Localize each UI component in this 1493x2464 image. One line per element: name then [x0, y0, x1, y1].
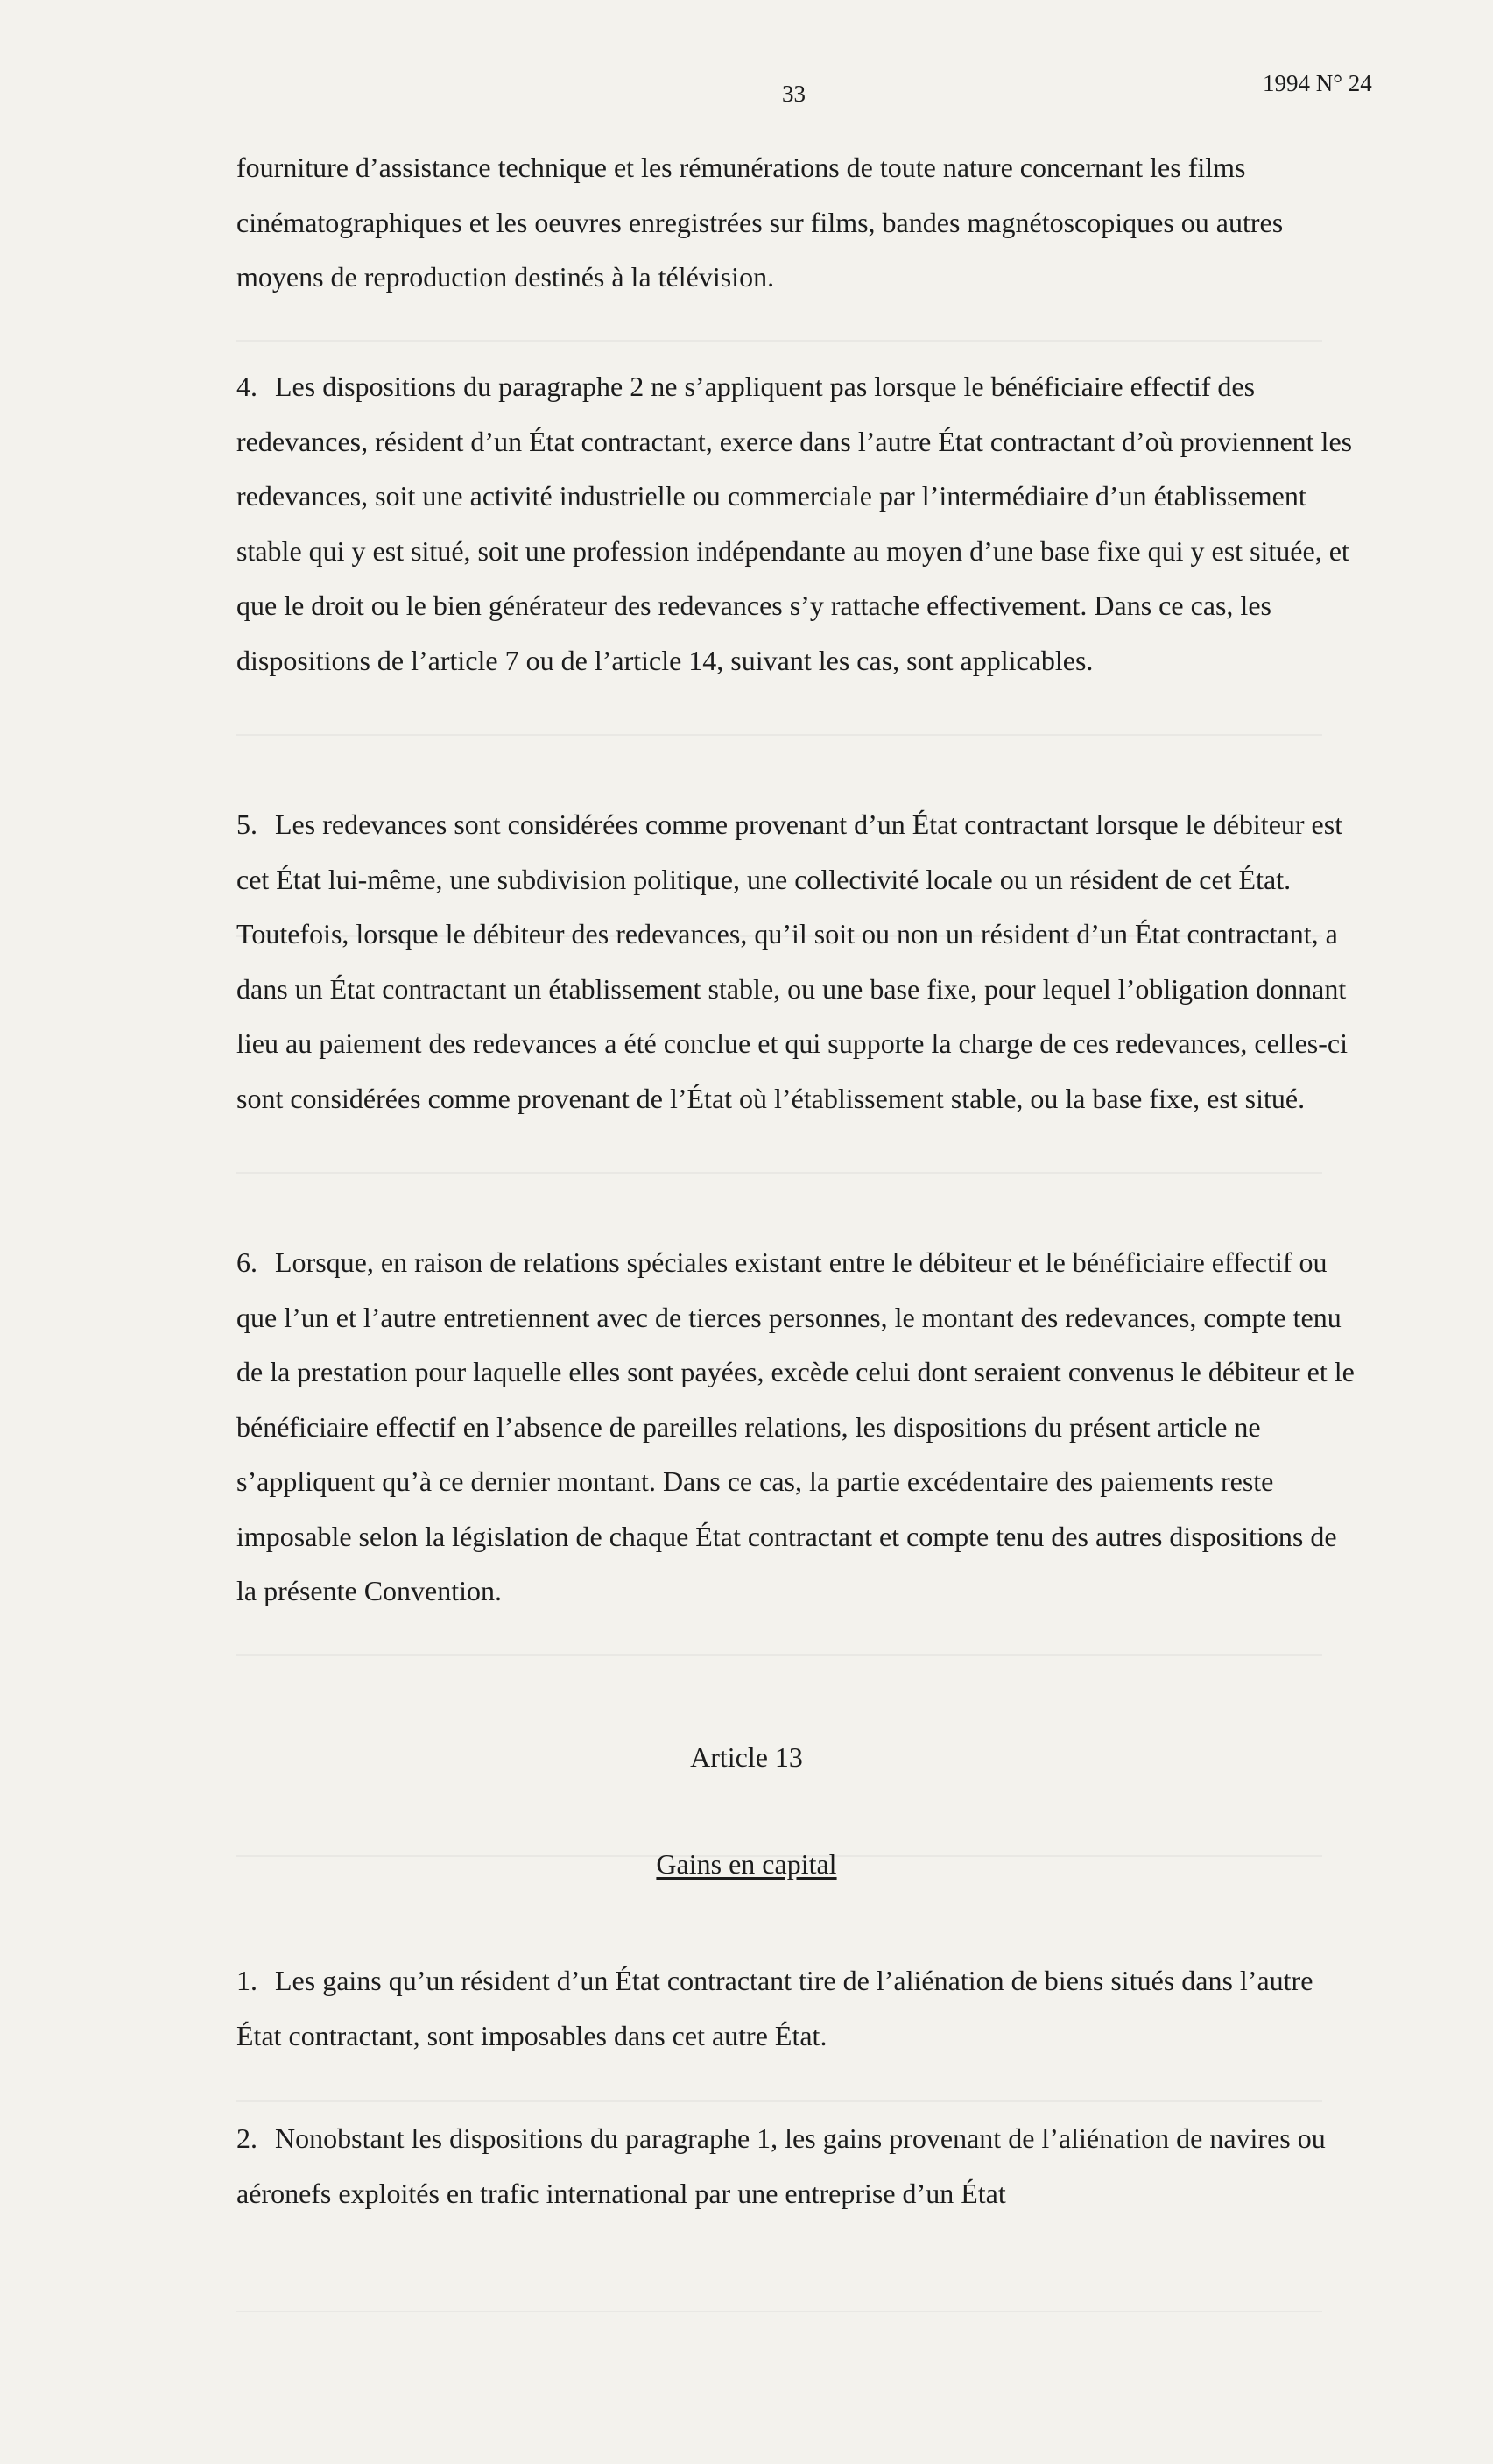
paragraph-number: 6.: [236, 1246, 257, 1278]
paragraph-number: 5.: [236, 808, 257, 840]
paragraph-5: [236, 797, 1357, 1126]
document-reference: 1994 N° 24: [1263, 70, 1372, 96]
paragraph-number: 2.: [236, 2122, 257, 2154]
paragraph-4: [236, 359, 1357, 688]
paragraph-continuation: [236, 140, 1357, 305]
article-subtitle: Gains en capital: [656, 1848, 837, 1880]
paragraph-number: 1.: [236, 1965, 257, 1996]
paragraph-number: 4.: [236, 371, 257, 402]
article-paragraph-1: [236, 1953, 1357, 2063]
paragraph-text: Lorsque, en raison de relations spéciales existant entre le débiteur et le bénéficiaire effectif ou que l’un et l’autre entretiennent avec de tierces personnes, le montant des redevances, compte tenu de la prestation pour laquelle elles sont payées, excède celui dont seraient convenus le débiteur et le bénéficiaire effectif en l’absence de pareilles relations, les dispositions du présent article ne s’appliquent qu’à ce dernier montant. Dans ce cas, la partie excédentaire des paiements reste imposable selon la législation de chaque État contractant et compte tenu des autres dispositions de la présente Convention.: [236, 1246, 1355, 1606]
paragraph-text: fourniture d’assistance technique et les rémunérations de toute nature concernant les films cinématographiques et les oeuvres enregistrées sur films, bandes magnétoscopiques ou autres moyens de reproduction destinés à la télévision.: [236, 152, 1284, 293]
paragraph-text: Les redevances sont considérées comme provenant d’un État contractant lorsque le débiteur est cet État lui-même, une subdivision politique, une collectivité locale ou un résident de cet État. Toutefois, lorsque le débiteur des redevances, qu’il soit ou non un résident d’un État contractant, a dans un État contractant un établissement stable, ou une base fixe, pour lequel l’obligation donnant lieu au paiement des redevances a été conclue et qui supporte la charge de ces redevances, celles-ci sont considérées comme provenant de l’État où l’établissement stable, ou la base fixe, est situé.: [236, 808, 1348, 1114]
page-number: 33: [782, 81, 806, 107]
paragraph-text: Les gains qu’un résident d’un État contractant tire de l’aliénation de biens situés dans l’autre État contractant, sont imposables dans cet autre État.: [236, 1965, 1313, 2051]
article-title: Article 13: [690, 1741, 803, 1773]
article-paragraph-2: [236, 2111, 1357, 2220]
paragraph-text: Nonobstant les dispositions du paragraphe 1, les gains provenant de l’aliénation de navires ou aéronefs exploités en trafic international par une entreprise d’un État: [236, 2122, 1326, 2209]
paragraph-6: [236, 1235, 1357, 1619]
paragraph-text: Les dispositions du paragraphe 2 ne s’appliquent pas lorsque le bénéficiaire effectif des redevances, résident d’un État contractant, exerce dans l’autre État contractant d’où proviennent les redevances, soit une activité industrielle ou commerciale par l’intermédiaire d’un établissement stable qui y est situé, soit une profession indépendante au moyen d’une base fixe qui y est située, et que le droit ou le bien générateur des redevances s’y rattache effectivement. Dans ce cas, les dispositions de l’article 7 ou de l’article 14, suivant les cas, sont applicables.: [236, 371, 1353, 676]
